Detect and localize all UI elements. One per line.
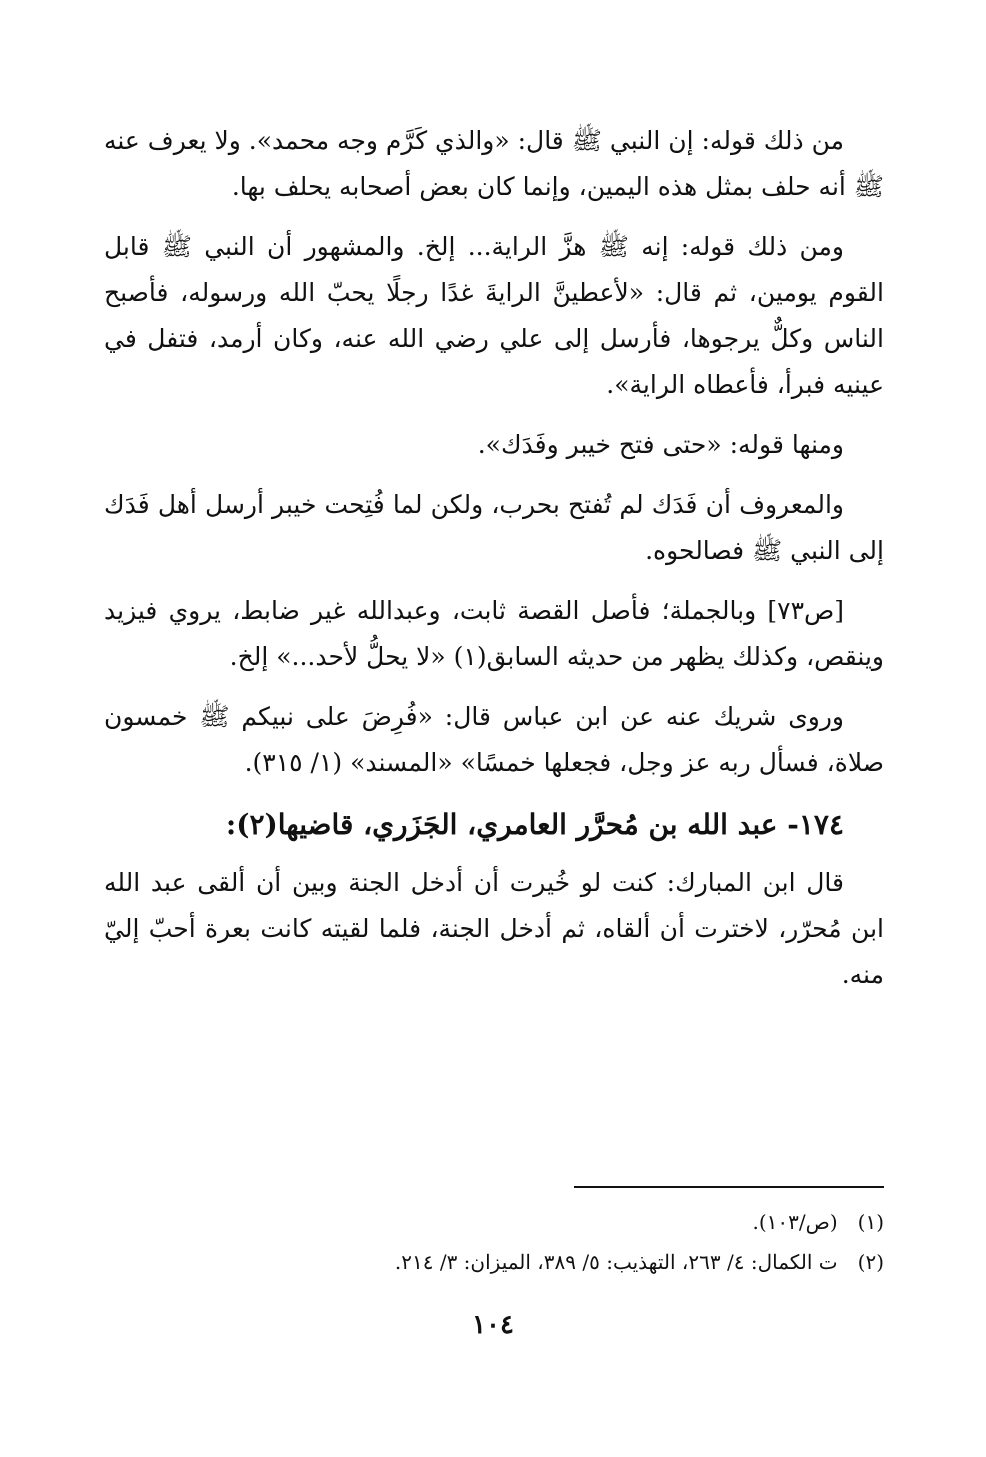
paragraph-3 [104, 422, 884, 468]
paragraph-4 [104, 482, 884, 574]
paragraph-1-text: من ذلك قوله: إن النبي ﷺ قال: «والذي كَرَّم وجه محمد». ولا يعرف عنه ﷺ أنه حلف بمثل هذه اليمين، وإنما كان بعض أصحابه يحلف بها. [103, 126, 884, 201]
entry-heading: ١٧٤- عبد الله بن مُحرَّر العامري، الجَزَري، قاضيها(٢): [225, 808, 844, 841]
footnote-2-number: (٢) [857, 1250, 884, 1274]
footnotes [104, 1186, 884, 1282]
footnote-divider [574, 1186, 884, 1188]
footnote-1-text: (ص/١٠٣). [752, 1210, 838, 1234]
page-number: ١٠٤ [472, 1310, 514, 1340]
paragraph-3-text: ومنها قوله: «حتى فتح خيبر وفَدَك». [477, 430, 844, 459]
paragraph-4-text: والمعروف أن فَدَك لم تُفتح بحرب، ولكن لما فُتِحت خيبر أرسل أهل فَدَك إلى النبي ﷺ فصالحوه. [104, 490, 884, 565]
footnote-2 [104, 1242, 884, 1282]
footnote-1 [104, 1202, 884, 1242]
paragraph-5-text: [ص٧٣] وبالجملة؛ فأصل القصة ثابت، وعبدالله غير ضابط، يروي فيزيد وينقص، وكذلك يظهر من حديثه السابق(١) «لا يحلُّ لأحد...» إلخ. [104, 596, 884, 671]
page-body [104, 118, 884, 1012]
footnote-1-number: (١) [857, 1210, 884, 1234]
paragraph-2-text: ومن ذلك قوله: إنه ﷺ هزَّ الراية... إلخ. والمشهور أن النبي ﷺ قابل القوم يومين، ثم قال: «لأعطينَّ الرايةَ غدًا رجلًا يحبّ الله ورسوله، فأصبح الناس وكلٌّ يرجوها، فأرسل إلى علي رضي الله عنه، وكان أرمد، فتفل في عينيه فبرأ، فأعطاه الراية». [104, 232, 884, 399]
paragraph-2 [104, 224, 884, 408]
paragraph-1 [104, 118, 884, 210]
footnote-2-text: ت الكمال: ٤/ ٢٦٣، التهذيب: ٥/ ٣٨٩، الميزان: ٣/ ٢١٤. [394, 1250, 838, 1274]
paragraph-7-text: قال ابن المبارك: كنت لو خُيرت أن أدخل الجنة وبين أن ألقى عبد الله ابن مُحرّر، لاخترت أن ألقاه، ثم أدخل الجنة، فلما لقيته كانت بعرة أحبّ إليّ منه. [104, 868, 884, 989]
paragraph-5 [104, 588, 884, 680]
paragraph-6 [104, 694, 884, 786]
paragraph-7 [104, 860, 884, 998]
paragraph-6-text: وروى شريك عنه عن ابن عباس قال: «فُرِضَ على نبيكم ﷺ خمسون صلاة، فسأل ربه عز وجل، فجعلها خمسًا» «المسند» (١/ ٣١٥). [104, 702, 884, 777]
